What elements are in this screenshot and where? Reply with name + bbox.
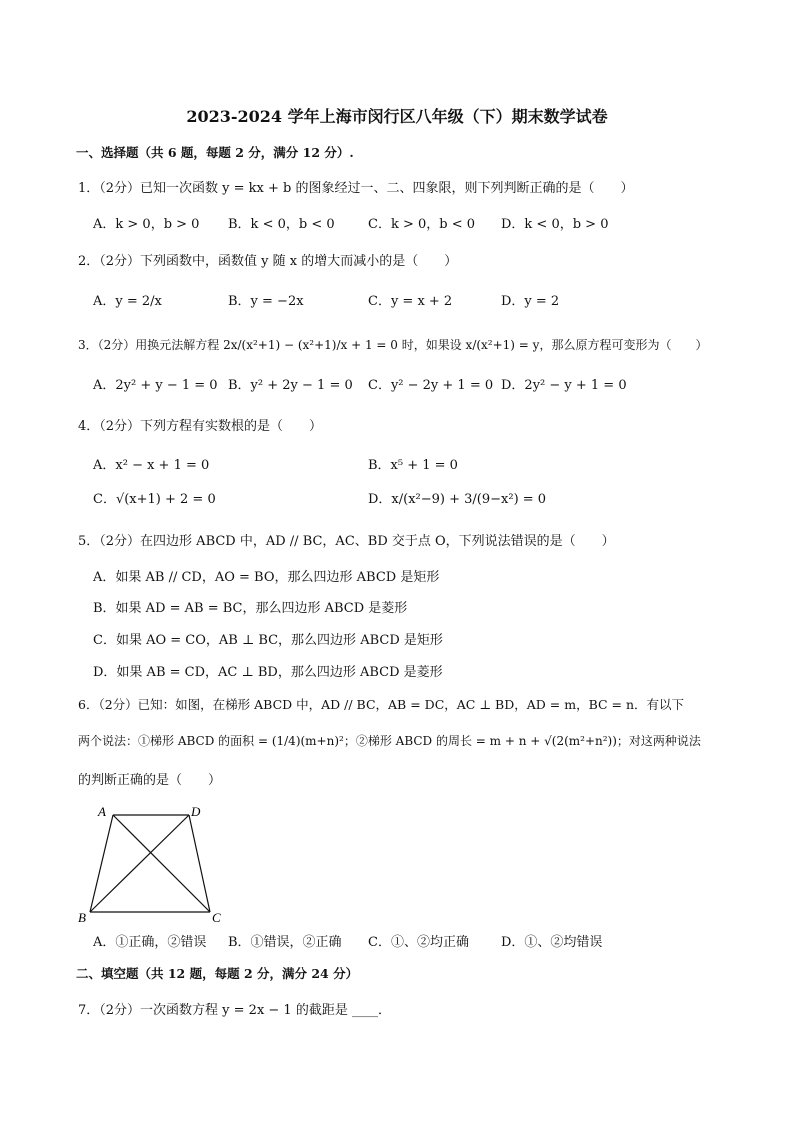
question-2: 2．（2分）下列函数中，函数值 y 随 x 的增大而减小的是（ ） bbox=[78, 254, 458, 269]
vertex-label-d: D bbox=[191, 804, 201, 819]
question-5: 5．（2分）在四边形 ABCD 中，AD // BC，AC、BD 交于点 O，下列说法错误的是（ ） bbox=[78, 534, 615, 549]
q5-option-a: A．如果 AB // CD，AO = BO，那么四边形 ABCD 是矩形 bbox=[93, 570, 440, 585]
q5-option-b: B．如果 AD = AB = BC，那么四边形 ABCD 是菱形 bbox=[93, 601, 408, 616]
question-6: 6．（2分）已知：如图，在梯形 ABCD 中，AD // BC，AB = DC，AC ⊥ BD，AD = m，BC = n．有以下 bbox=[78, 697, 685, 712]
q6-option-c: C．①、②均正确 bbox=[368, 935, 469, 950]
q1-option-a: A．k > 0，b > 0 bbox=[93, 217, 200, 232]
q2-option-d: D．y = 2 bbox=[501, 294, 560, 309]
q4-option-b: B．x⁵ + 1 = 0 bbox=[368, 458, 458, 473]
q6-option-d: D．①、②均错误 bbox=[501, 935, 603, 950]
section-heading-fill: 二、填空题（共 12 题，每题 2 分，满分 24 分） bbox=[76, 966, 359, 981]
vertex-label-c: C bbox=[212, 910, 221, 925]
question-6-line-2: 两个说法：①梯形 ABCD 的面积 = (1/4)(m+n)²；②梯形 ABCD 的周长 = m + n + √(2(m²+n²))；对这两种说法 bbox=[78, 734, 701, 748]
vertex-label-a: A bbox=[98, 804, 106, 819]
q2-option-a: A．y = 2/x bbox=[93, 294, 162, 309]
q5-option-c: C．如果 AO = CO，AB ⊥ BC，那么四边形 ABCD 是矩形 bbox=[93, 633, 443, 648]
q3-option-c: C．y² − 2y + 1 = 0 bbox=[368, 378, 494, 393]
q1-option-b: B．k < 0，b < 0 bbox=[228, 217, 335, 232]
q4-option-d: D．x/(x²−9) + 3/(9−x²) = 0 bbox=[368, 492, 547, 507]
question-7: 7．（2分）一次函数方程 y = 2x − 1 的截距是 ____． bbox=[78, 1003, 391, 1018]
question-4: 4．（2分）下列方程有实数根的是（ ） bbox=[78, 419, 323, 434]
trapezoid-figure bbox=[78, 800, 234, 930]
question-3: 3．（2分）用换元法解方程 2x/(x²+1) − (x²+1)/x + 1 = 0 时，如果设 x/(x²+1) = y，那么原方程可变形为（ ） bbox=[78, 338, 708, 352]
vertex-label-b: B bbox=[78, 910, 86, 925]
q3-option-b: B．y² + 2y − 1 = 0 bbox=[228, 378, 353, 393]
q4-option-c: C．√(x+1) + 2 = 0 bbox=[93, 492, 216, 507]
section-heading-choice: 一、选择题（共 6 题，每题 2 分，满分 12 分）. bbox=[76, 145, 354, 160]
q4-option-a: A．x² − x + 1 = 0 bbox=[93, 458, 210, 473]
q6-option-a: A．①正确，②错误 bbox=[93, 935, 207, 950]
q5-option-d: D．如果 AB = CD，AC ⊥ BD，那么四边形 ABCD 是菱形 bbox=[93, 665, 443, 680]
page-title: 2023-2024 学年上海市闵行区八年级（下）期末数学试卷 bbox=[186, 107, 608, 126]
q6-option-b: B．①错误，②正确 bbox=[228, 935, 342, 950]
q2-option-c: C．y = x + 2 bbox=[368, 294, 453, 309]
question-1: 1．（2分）已知一次函数 y = kx + b 的图象经过一、二、四象限，则下列判断正确的是（ ） bbox=[78, 181, 634, 196]
q1-option-d: D．k < 0，b > 0 bbox=[501, 217, 609, 232]
question-6-line-3: 的判断正确的是（ ） bbox=[78, 773, 222, 788]
q3-option-d: D．2y² − y + 1 = 0 bbox=[501, 378, 627, 393]
q3-option-a: A．2y² + y − 1 = 0 bbox=[93, 378, 218, 393]
q1-option-c: C．k > 0，b < 0 bbox=[368, 217, 476, 232]
q2-option-b: B．y = −2x bbox=[228, 294, 304, 309]
